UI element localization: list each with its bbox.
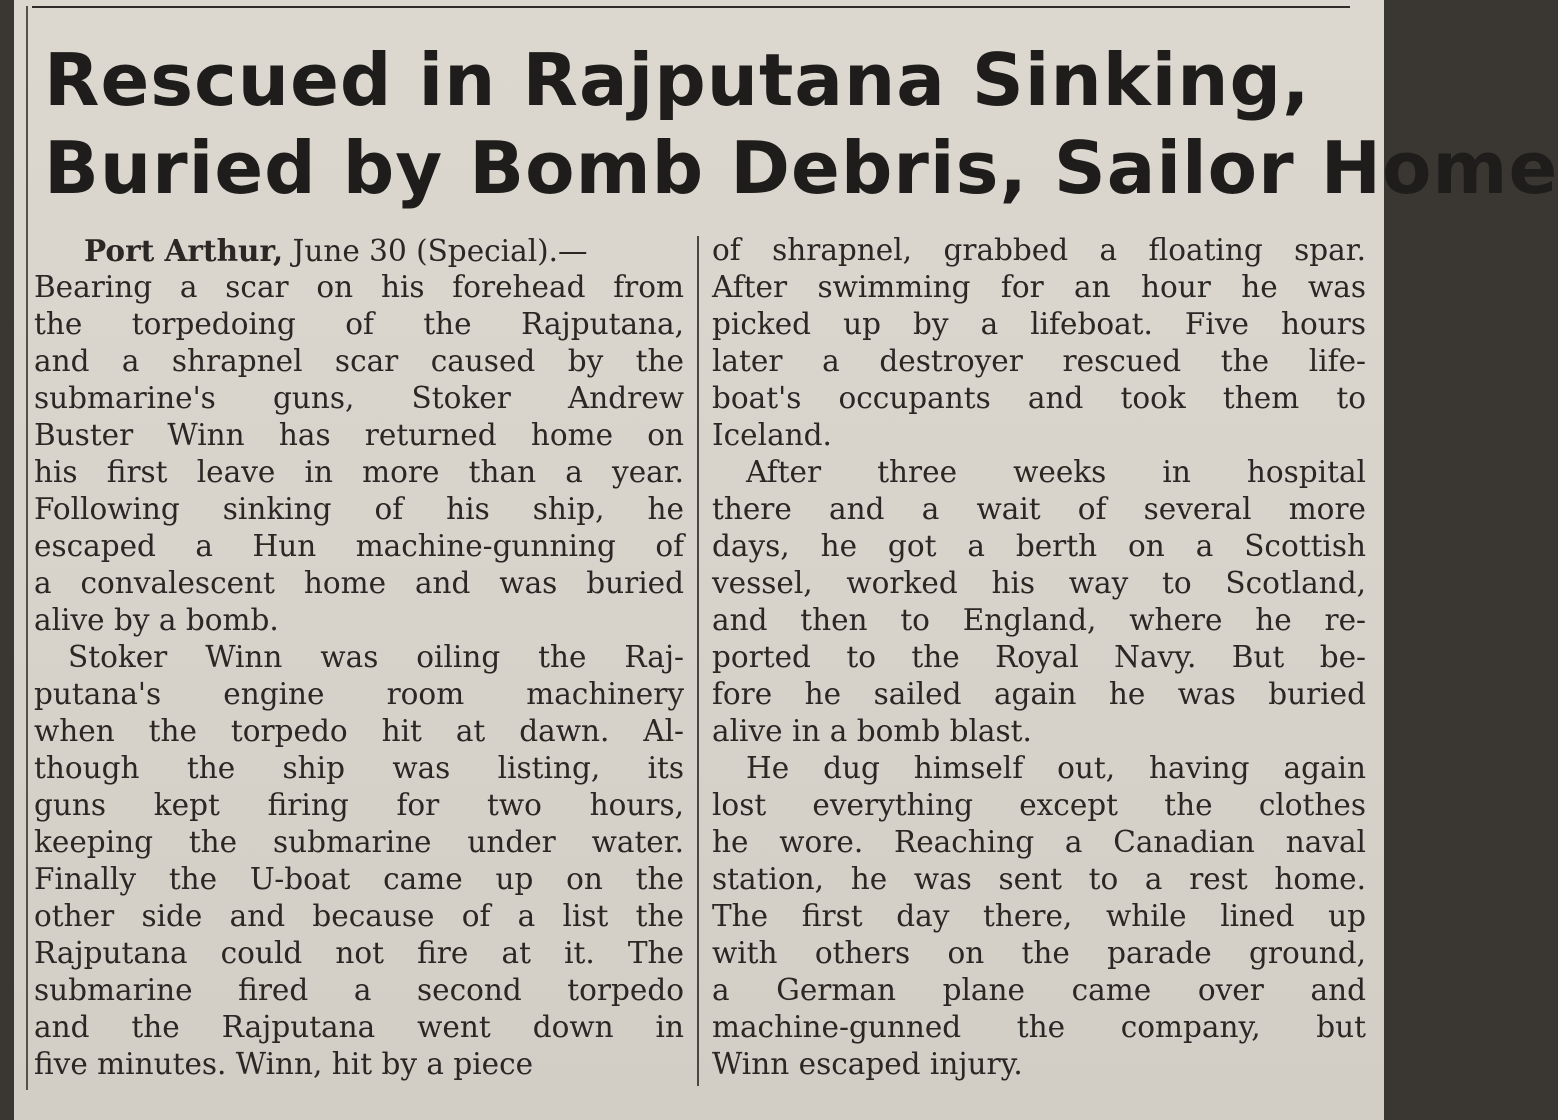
headline-line-2: Buried by Bomb Debris, Sailor Home — [44, 126, 1558, 210]
article-line: other side and because of a list the — [34, 899, 684, 933]
article-line: Iceland. — [712, 418, 832, 452]
article-line: submarine's guns, Stoker Andrew — [34, 381, 684, 415]
article-line: machine-gunned the company, but — [712, 1010, 1366, 1044]
article-line: there and a wait of several more — [712, 492, 1366, 526]
article-line: Bearing a scar on his forehead from — [34, 270, 684, 304]
article-line: he wore. Reaching a Canadian naval — [712, 825, 1366, 859]
article-line: of shrapnel, grabbed a floating spar. — [712, 233, 1366, 267]
article-line: Buster Winn has returned home on — [34, 418, 684, 452]
article-line: station, he was sent to a rest home. — [712, 862, 1366, 896]
dateline: Port Arthur, — [84, 233, 284, 268]
article-line: Following sinking of his ship, he — [34, 492, 684, 526]
newspaper-clipping — [14, 0, 1558, 1120]
top-border-rule — [32, 6, 1350, 8]
article-line: a convalescent home and was buried — [34, 566, 684, 600]
article-line: the torpedoing of the Rajputana, — [34, 307, 684, 341]
article-line: and then to England, where he re- — [712, 603, 1366, 637]
article-column-right — [712, 232, 1366, 1083]
article-line: though the ship was listing, its — [34, 751, 684, 785]
article-line: Rajputana could not fire at it. The — [34, 936, 684, 970]
headline — [44, 36, 1558, 212]
article-line: fore he sailed again he was buried — [712, 677, 1366, 711]
left-border-rule — [26, 6, 28, 1090]
article-line: guns kept firing for two hours, — [34, 788, 684, 822]
headline-line-1: Rescued in Rajputana Sinking, — [44, 38, 1311, 122]
article-line: Finally the U-boat came up on the — [34, 862, 684, 896]
article-line: submarine fired a second torpedo — [34, 973, 684, 1007]
article-line: The first day there, while lined up — [712, 899, 1366, 933]
article-line: Winn escaped injury. — [712, 1047, 1023, 1081]
article-line: He dug himself out, having again — [746, 751, 1366, 785]
article-line: vessel, worked his way to Scotland, — [712, 566, 1366, 600]
article-line: five minutes. Winn, hit by a piece — [34, 1047, 534, 1081]
article-line: alive in a bomb blast. — [712, 714, 1032, 748]
article-line: with others on the parade ground, — [712, 936, 1366, 970]
article-line: keeping the submarine under water. — [34, 825, 684, 859]
article-line: Stoker Winn was oiling the Raj- — [68, 640, 684, 674]
article-column-left — [34, 232, 684, 1083]
article-line: alive by a bomb. — [34, 603, 279, 637]
article-line: ported to the Royal Navy. But be- — [712, 640, 1366, 674]
article-line: and a shrapnel scar caused by the — [34, 344, 684, 378]
article-line: putana's engine room machinery — [34, 677, 684, 711]
dateline-rest: June 30 (Special).— — [292, 234, 588, 268]
article-line: After swimming for an hour he was — [712, 270, 1366, 304]
article-line: later a destroyer rescued the life- — [712, 344, 1366, 378]
article-line — [34, 232, 684, 269]
article-line: After three weeks in hospital — [746, 455, 1366, 489]
article-line: escaped a Hun machine-gunning of — [34, 529, 684, 563]
article-line: and the Rajputana went down in — [34, 1010, 684, 1044]
article-line: his first leave in more than a year. — [34, 455, 684, 489]
article-line: days, he got a berth on a Scottish — [712, 529, 1366, 563]
article-line: picked up by a lifeboat. Five hours — [712, 307, 1366, 341]
article-line: boat's occupants and took them to — [712, 381, 1366, 415]
article-line: lost everything except the clothes — [712, 788, 1366, 822]
column-divider — [697, 236, 699, 1086]
article-line: a German plane came over and — [712, 973, 1366, 1007]
article-line: when the torpedo hit at dawn. Al- — [34, 714, 684, 748]
